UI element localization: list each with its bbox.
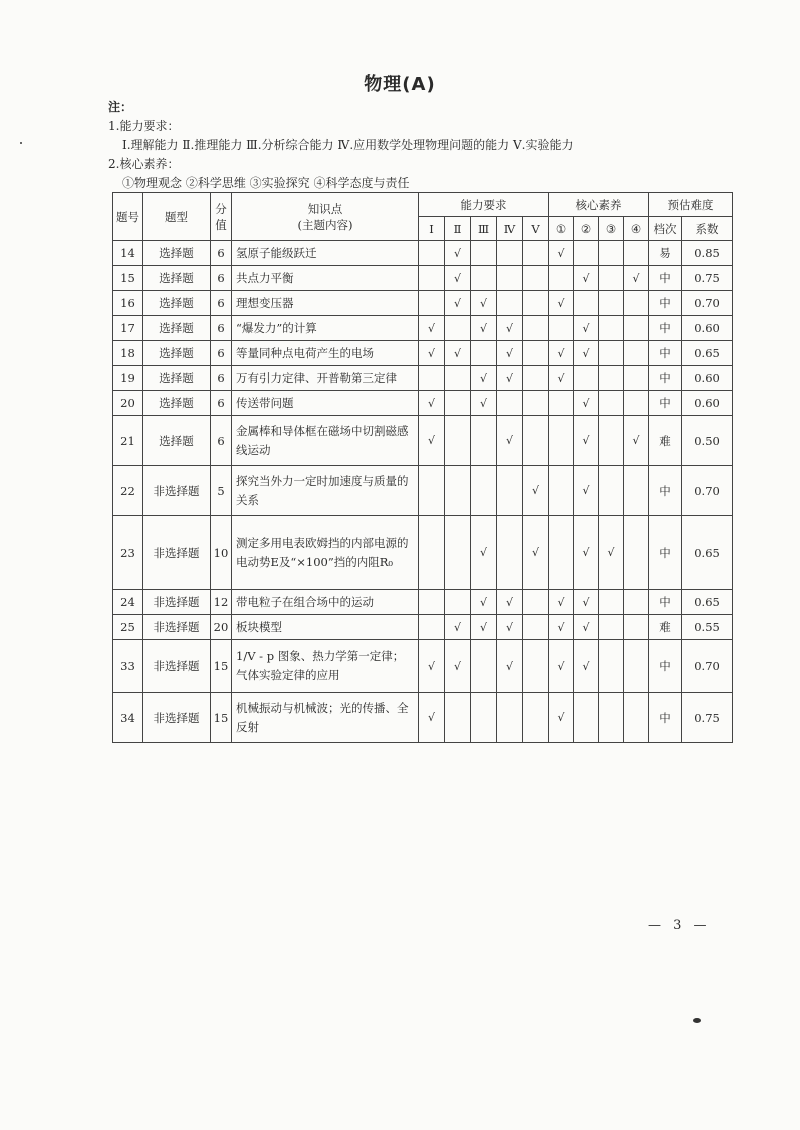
cell-ability-3 [471, 241, 497, 266]
cell-number: 22 [113, 466, 143, 516]
cell-ability-4 [497, 266, 523, 291]
ink-mark [693, 1018, 701, 1023]
cell-ability-1 [419, 615, 445, 640]
cell-ability-5 [523, 693, 549, 743]
cell-type: 选择题 [143, 266, 211, 291]
cell-ability-2 [445, 391, 471, 416]
cell-number: 24 [113, 590, 143, 615]
header-topic-line2: (主题内容) [297, 217, 353, 232]
cell-score: 6 [211, 316, 232, 341]
cell-literacy-2 [574, 291, 599, 316]
cell-ability-5 [523, 266, 549, 291]
cell-score: 6 [211, 266, 232, 291]
table-row [113, 341, 733, 366]
cell-literacy-4: √ [624, 416, 649, 466]
cell-literacy-2 [574, 241, 599, 266]
header-literacy: 核心素养 [549, 193, 649, 217]
table-row [113, 316, 733, 341]
cell-level: 中 [649, 640, 682, 693]
cell-number: 18 [113, 341, 143, 366]
cell-ability-2: √ [445, 291, 471, 316]
cell-literacy-1: √ [549, 291, 574, 316]
cell-literacy-4 [624, 391, 649, 416]
cell-ability-3 [471, 341, 497, 366]
cell-coefficient: 0.50 [682, 416, 733, 466]
cell-topic: 测定多用电表欧姆挡的内部电源的电动势E及“×100”挡的内阻R₀ [232, 516, 419, 590]
cell-type: 非选择题 [143, 640, 211, 693]
cell-ability-2 [445, 693, 471, 743]
cell-literacy-3 [599, 391, 624, 416]
cell-literacy-1: √ [549, 341, 574, 366]
cell-type: 选择题 [143, 241, 211, 266]
cell-ability-1: √ [419, 640, 445, 693]
cell-ability-3: √ [471, 366, 497, 391]
header-topic-line1: 知识点 [307, 201, 343, 216]
cell-number: 19 [113, 366, 143, 391]
cell-type: 选择题 [143, 366, 211, 391]
notes-literacy-list: ①物理观念 ②科学思维 ③实验探究 ④科学态度与责任 [122, 176, 410, 190]
cell-ability-3 [471, 640, 497, 693]
cell-number: 14 [113, 241, 143, 266]
cell-coefficient: 0.70 [682, 291, 733, 316]
cell-literacy-3 [599, 615, 624, 640]
cell-literacy-2: √ [574, 416, 599, 466]
cell-coefficient: 0.65 [682, 590, 733, 615]
header-literacy-col: ① [549, 217, 574, 241]
cell-level: 中 [649, 266, 682, 291]
header-number: 题号 [113, 193, 143, 241]
cell-topic: 1/V - p 图象、热力学第一定律；气体实验定律的应用 [232, 640, 419, 693]
cell-type: 非选择题 [143, 615, 211, 640]
cell-ability-3 [471, 416, 497, 466]
cell-literacy-2: √ [574, 341, 599, 366]
cell-level: 难 [649, 615, 682, 640]
cell-literacy-4 [624, 291, 649, 316]
cell-ability-5 [523, 341, 549, 366]
table-body [113, 241, 733, 743]
cell-topic: “爆发力”的计算 [232, 316, 419, 341]
cell-literacy-3 [599, 640, 624, 693]
cell-score: 15 [211, 640, 232, 693]
cell-coefficient: 0.65 [682, 516, 733, 590]
page-number: — 3 — [648, 918, 711, 933]
cell-literacy-4 [624, 341, 649, 366]
cell-score: 6 [211, 241, 232, 266]
cell-literacy-2: √ [574, 391, 599, 416]
cell-ability-5 [523, 241, 549, 266]
cell-type: 选择题 [143, 341, 211, 366]
cell-coefficient: 0.70 [682, 640, 733, 693]
table-row [113, 416, 733, 466]
header-ability-col: Ⅳ [497, 217, 523, 241]
cell-score: 15 [211, 693, 232, 743]
cell-ability-1: √ [419, 416, 445, 466]
header-type: 题型 [143, 193, 211, 241]
cell-ability-1 [419, 241, 445, 266]
cell-literacy-1 [549, 416, 574, 466]
cell-coefficient: 0.65 [682, 341, 733, 366]
table-row [113, 391, 733, 416]
header-ability-col: Ⅲ [471, 217, 497, 241]
header-ability: 能力要求 [419, 193, 549, 217]
cell-ability-3 [471, 466, 497, 516]
cell-literacy-2: √ [574, 266, 599, 291]
page-title: 物理(A) [364, 74, 436, 95]
cell-topic: 机械振动与机械波；光的传播、全反射 [232, 693, 419, 743]
cell-ability-2: √ [445, 341, 471, 366]
cell-ability-3: √ [471, 291, 497, 316]
cell-score: 12 [211, 590, 232, 615]
header-literacy-col: ④ [624, 217, 649, 241]
cell-level: 中 [649, 391, 682, 416]
cell-coefficient: 0.60 [682, 391, 733, 416]
table-row [113, 266, 733, 291]
cell-ability-4: √ [497, 416, 523, 466]
cell-score: 6 [211, 391, 232, 416]
cell-type: 非选择题 [143, 590, 211, 615]
cell-ability-3: √ [471, 516, 497, 590]
exam-analysis-table [112, 192, 733, 743]
cell-literacy-3: √ [599, 516, 624, 590]
cell-ability-3 [471, 266, 497, 291]
cell-literacy-3 [599, 366, 624, 391]
cell-number: 33 [113, 640, 143, 693]
cell-number: 17 [113, 316, 143, 341]
cell-literacy-2: √ [574, 590, 599, 615]
cell-ability-1 [419, 466, 445, 516]
cell-level: 中 [649, 466, 682, 516]
cell-ability-5 [523, 640, 549, 693]
cell-literacy-3 [599, 291, 624, 316]
notes-section [108, 98, 573, 193]
cell-ability-4 [497, 291, 523, 316]
cell-ability-5 [523, 590, 549, 615]
cell-ability-2 [445, 590, 471, 615]
cell-coefficient: 0.55 [682, 615, 733, 640]
cell-level: 中 [649, 590, 682, 615]
cell-ability-2 [445, 516, 471, 590]
cell-type: 选择题 [143, 291, 211, 316]
cell-topic: 氢原子能级跃迁 [232, 241, 419, 266]
table-row [113, 590, 733, 615]
cell-literacy-2: √ [574, 466, 599, 516]
cell-literacy-4 [624, 590, 649, 615]
cell-ability-5 [523, 615, 549, 640]
cell-topic: 带电粒子在组合场中的运动 [232, 590, 419, 615]
header-score: 分值 [211, 193, 232, 241]
cell-score: 5 [211, 466, 232, 516]
cell-literacy-1: √ [549, 693, 574, 743]
cell-ability-1 [419, 516, 445, 590]
cell-literacy-2: √ [574, 615, 599, 640]
cell-ability-1: √ [419, 693, 445, 743]
cell-ability-2 [445, 416, 471, 466]
cell-literacy-1: √ [549, 615, 574, 640]
table-row [113, 241, 733, 266]
cell-ability-2 [445, 466, 471, 516]
cell-topic: 共点力平衡 [232, 266, 419, 291]
cell-literacy-4 [624, 615, 649, 640]
ink-speck [20, 142, 22, 144]
cell-ability-2 [445, 316, 471, 341]
cell-ability-4 [497, 391, 523, 416]
table-row [113, 640, 733, 693]
cell-literacy-3 [599, 241, 624, 266]
cell-ability-2: √ [445, 640, 471, 693]
cell-literacy-4 [624, 516, 649, 590]
cell-level: 易 [649, 241, 682, 266]
cell-ability-1: √ [419, 316, 445, 341]
header-ability-col: Ⅴ [523, 217, 549, 241]
cell-ability-4: √ [497, 640, 523, 693]
cell-ability-4 [497, 516, 523, 590]
cell-ability-3: √ [471, 391, 497, 416]
cell-literacy-1: √ [549, 241, 574, 266]
cell-topic: 金属棒和导体框在磁场中切割磁感线运动 [232, 416, 419, 466]
cell-ability-4: √ [497, 590, 523, 615]
cell-literacy-2: √ [574, 640, 599, 693]
cell-type: 选择题 [143, 316, 211, 341]
cell-literacy-1: √ [549, 590, 574, 615]
header-ability-col: Ⅱ [445, 217, 471, 241]
cell-ability-5 [523, 366, 549, 391]
notes-ability-list: Ⅰ.理解能力 Ⅱ.推理能力 Ⅲ.分析综合能力 Ⅳ.应用数学处理物理问题的能力 Ⅴ.实验能力 [122, 138, 574, 152]
cell-literacy-1: √ [549, 640, 574, 693]
cell-literacy-3 [599, 341, 624, 366]
cell-literacy-1 [549, 466, 574, 516]
header-literacy-col: ③ [599, 217, 624, 241]
cell-ability-2: √ [445, 266, 471, 291]
cell-ability-1 [419, 590, 445, 615]
header-difficulty: 预估难度 [649, 193, 733, 217]
cell-ability-2: √ [445, 241, 471, 266]
cell-ability-5 [523, 291, 549, 316]
cell-ability-1: √ [419, 341, 445, 366]
cell-coefficient: 0.60 [682, 316, 733, 341]
cell-number: 16 [113, 291, 143, 316]
cell-literacy-1 [549, 266, 574, 291]
cell-literacy-4 [624, 466, 649, 516]
cell-literacy-2 [574, 693, 599, 743]
cell-type: 非选择题 [143, 516, 211, 590]
cell-ability-3: √ [471, 590, 497, 615]
cell-level: 中 [649, 516, 682, 590]
cell-literacy-2 [574, 366, 599, 391]
cell-literacy-1 [549, 316, 574, 341]
cell-number: 25 [113, 615, 143, 640]
cell-ability-4: √ [497, 341, 523, 366]
cell-type: 非选择题 [143, 693, 211, 743]
cell-level: 中 [649, 693, 682, 743]
cell-level: 中 [649, 291, 682, 316]
cell-ability-1: √ [419, 391, 445, 416]
cell-level: 中 [649, 341, 682, 366]
header-topic [232, 193, 419, 241]
notes-literacy-label: 2.核心素养： [108, 157, 180, 171]
cell-topic: 板块模型 [232, 615, 419, 640]
cell-literacy-3 [599, 466, 624, 516]
cell-topic: 等量同种点电荷产生的电场 [232, 341, 419, 366]
cell-number: 15 [113, 266, 143, 291]
cell-literacy-4 [624, 316, 649, 341]
cell-literacy-2: √ [574, 316, 599, 341]
cell-coefficient: 0.75 [682, 266, 733, 291]
cell-ability-1 [419, 291, 445, 316]
table-row [113, 291, 733, 316]
cell-score: 6 [211, 341, 232, 366]
cell-ability-5 [523, 416, 549, 466]
cell-ability-4 [497, 693, 523, 743]
cell-type: 选择题 [143, 391, 211, 416]
cell-type: 非选择题 [143, 466, 211, 516]
cell-ability-1 [419, 366, 445, 391]
notes-heading: 注： [108, 100, 133, 114]
cell-topic: 传送带问题 [232, 391, 419, 416]
table-row [113, 366, 733, 391]
cell-ability-5 [523, 316, 549, 341]
header-level: 档次 [649, 217, 682, 241]
cell-number: 21 [113, 416, 143, 466]
cell-literacy-3 [599, 316, 624, 341]
cell-ability-4: √ [497, 316, 523, 341]
table-row [113, 615, 733, 640]
cell-ability-5: √ [523, 516, 549, 590]
header-ability-col: Ⅰ [419, 217, 445, 241]
cell-level: 难 [649, 416, 682, 466]
cell-literacy-4 [624, 366, 649, 391]
cell-ability-3: √ [471, 316, 497, 341]
cell-literacy-4: √ [624, 266, 649, 291]
cell-literacy-4 [624, 693, 649, 743]
header-coefficient: 系数 [682, 217, 733, 241]
cell-coefficient: 0.60 [682, 366, 733, 391]
cell-literacy-3 [599, 266, 624, 291]
table-row [113, 516, 733, 590]
cell-score: 10 [211, 516, 232, 590]
cell-ability-3: √ [471, 615, 497, 640]
cell-coefficient: 0.70 [682, 466, 733, 516]
cell-number: 23 [113, 516, 143, 590]
cell-coefficient: 0.75 [682, 693, 733, 743]
cell-type: 选择题 [143, 416, 211, 466]
cell-ability-4: √ [497, 366, 523, 391]
cell-score: 6 [211, 366, 232, 391]
cell-score: 6 [211, 416, 232, 466]
cell-number: 34 [113, 693, 143, 743]
cell-literacy-3 [599, 416, 624, 466]
cell-literacy-2: √ [574, 516, 599, 590]
cell-number: 20 [113, 391, 143, 416]
cell-coefficient: 0.85 [682, 241, 733, 266]
cell-ability-2 [445, 366, 471, 391]
cell-ability-4 [497, 466, 523, 516]
cell-ability-1 [419, 266, 445, 291]
cell-score: 6 [211, 291, 232, 316]
notes-ability-label: 1.能力要求： [108, 119, 180, 133]
table-row [113, 466, 733, 516]
cell-literacy-3 [599, 693, 624, 743]
cell-ability-2: √ [445, 615, 471, 640]
cell-topic: 万有引力定律、开普勒第三定律 [232, 366, 419, 391]
cell-topic: 探究当外力一定时加速度与质量的关系 [232, 466, 419, 516]
cell-ability-5: √ [523, 466, 549, 516]
cell-ability-5 [523, 391, 549, 416]
cell-topic: 理想变压器 [232, 291, 419, 316]
header-literacy-col: ② [574, 217, 599, 241]
cell-literacy-1 [549, 516, 574, 590]
cell-level: 中 [649, 366, 682, 391]
cell-literacy-4 [624, 241, 649, 266]
cell-ability-4 [497, 241, 523, 266]
cell-level: 中 [649, 316, 682, 341]
cell-ability-3 [471, 693, 497, 743]
table-row [113, 693, 733, 743]
cell-literacy-4 [624, 640, 649, 693]
cell-ability-4: √ [497, 615, 523, 640]
cell-literacy-1 [549, 391, 574, 416]
cell-literacy-1: √ [549, 366, 574, 391]
cell-score: 20 [211, 615, 232, 640]
cell-literacy-3 [599, 590, 624, 615]
